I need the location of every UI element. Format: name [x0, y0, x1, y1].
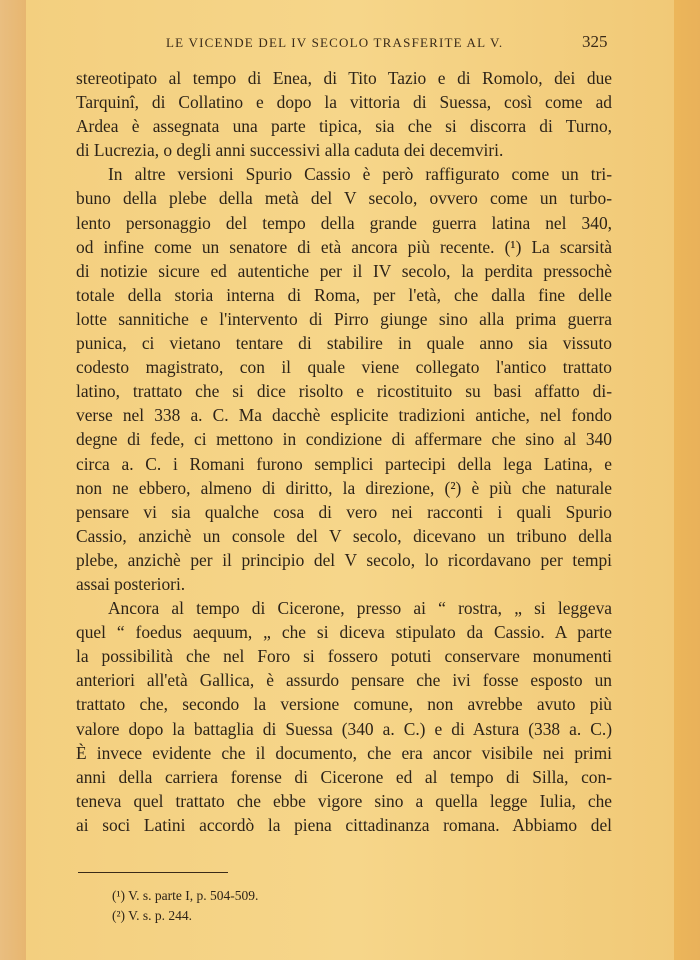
running-title: LE VICENDE DEL IV SECOLO TRASFERITE AL V. — [166, 35, 504, 50]
text-line: codesto magistrato, con il quale viene collegato l'antico trattato — [76, 357, 612, 378]
page-margin-right — [674, 0, 700, 960]
text-line: di notizie sicure ed autentiche per il IV secolo, la perdita pressochè — [76, 260, 612, 281]
text-line: È invece evidente che il documento, che era ancor visibile nei primi — [76, 742, 612, 763]
text-line: buno della plebe della metà del V secolo, ovvero come un turbo- — [76, 188, 612, 209]
text-line: ai soci Latini accordò la piena cittadinanza romana. Abbiamo del — [76, 814, 612, 835]
text-line: lotte sannitiche e l'intervento di Pirro giunge sino alla prima guerra — [76, 308, 612, 329]
text-line: stereotipato al tempo di Enea, di Tito Tazio e di Romolo, dei due — [76, 68, 612, 88]
text-line: lento personaggio del tempo della grande guerra latina nel 340, — [76, 212, 612, 233]
text-line: plebe, anzichè per il principio del V secolo, lo ricordavano per tempi — [76, 549, 612, 570]
text-line: degne di fede, ci mettono in condizione di affermare che sino al 340 — [76, 429, 612, 450]
text-line: Tarquinî, di Collatino e dopo la vittoria di Suessa, così come ad — [76, 92, 612, 113]
text-line: latino, trattato che si dice risolto e ricostituito su basi affatto di- — [76, 381, 612, 402]
text-line: di Lucrezia, o degli anni successivi alla caduta dei decemviri. — [76, 140, 504, 161]
text-line: teneva quel trattato che ebbe vigore sino a quella legge Iulia, che — [76, 790, 612, 811]
page-header — [0, 32, 700, 56]
page-number: 325 — [582, 32, 608, 51]
text-line: anteriori all'età Gallica, è assurdo pensare che ivi fosse esposto un — [76, 670, 612, 691]
text-line: od infine come un senatore di età ancora più recente. (¹) La scarsità — [76, 236, 612, 257]
text-line: Ancora al tempo di Cicerone, presso ai “ rostra, „ si leggeva — [108, 598, 612, 619]
text-line: anni della carriera forense di Cicerone ed al tempo di Silla, con- — [76, 766, 612, 787]
page-margin-left — [0, 0, 26, 960]
text-line: pensare vi sia qualche cosa di vero nei racconti i quali Spurio — [76, 501, 612, 522]
text-line: trattato che, secondo la versione comune, non avrebbe avuto più — [76, 694, 612, 715]
text-line: assai posteriori. — [76, 573, 186, 594]
body-text — [76, 66, 612, 837]
text-line: In altre versioni Spurio Cassio è però raffigurato come un tri- — [108, 164, 612, 185]
footnote-1: (¹) V. s. parte I, p. 504-509. — [112, 888, 259, 903]
text-line: non ne ebbero, almeno di diritto, la direzione, (²) è più che naturale — [76, 477, 612, 498]
footnotes — [112, 886, 258, 926]
text-line: Ardea è assegnata una parte tipica, sia che si discorra di Turno, — [76, 116, 612, 137]
footnote-divider — [78, 872, 228, 873]
footnote-2: (²) V. s. p. 244. — [112, 908, 193, 923]
text-line: totale della storia interna di Roma, per l'età, che dalla fine delle — [76, 284, 612, 305]
text-line: la possibilità che nel Foro si fossero potuti conservare monumenti — [76, 646, 612, 667]
text-line: verse nel 338 a. C. Ma dacchè esplicite tradizioni antiche, nel fondo — [76, 405, 612, 426]
text-line: Cassio, anzichè un console del V secolo, dicevano un tribuno della — [76, 525, 612, 546]
text-line: punica, ci vietano tentare di stabilire in quale anno sia vissuto — [76, 333, 612, 354]
text-line: valore dopo la battaglia di Suessa (340 a. C.) e di Astura (338 a. C.) — [76, 718, 612, 739]
text-line: circa a. C. i Romani furono semplici partecipi della lega Latina, e — [76, 453, 612, 474]
text-line: quel “ foedus aequum, „ che si diceva stipulato da Cassio. A parte — [76, 622, 612, 643]
